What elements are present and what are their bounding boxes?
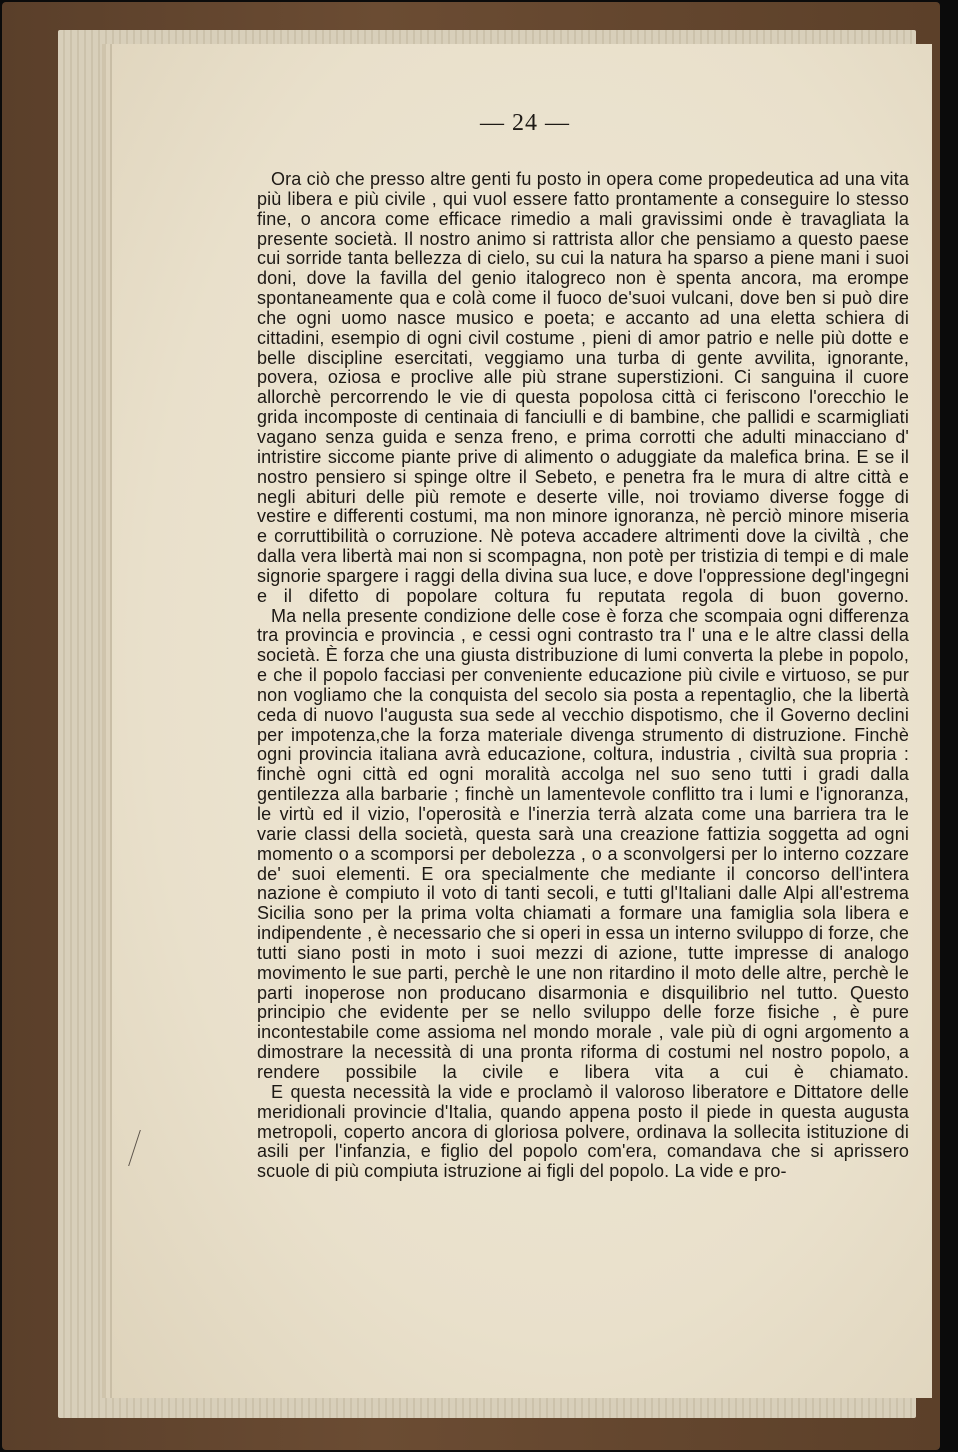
paragraph: Ma nella presente condizione delle cose è forza che scompaia ogni differenza tra provincia e provincia , e cessi ogni contrasto tra l' una e le altre classi della società. È forza che una giusta distribuzione di lumi converta la plebe in popolo, e che il popolo facciasi per conveniente educazione più civile e virtuoso, se pur non vogliamo che la conquista del secolo sia posta a repentaglio, che la libertà ceda di nuovo l'augusta sua sede al vecchio dispotismo, che il Governo declini per impotenza,che la forza materiale divenga strumento di distruzione. Finchè ogni provincia italiana avrà educazione, coltura, industria , civiltà sua propria : finchè ogni città ed ogni moralità accolga nel suo seno tutti i gradi dalla gentilezza alla barbarie ; finchè un lamentevole conflitto tra i lumi e l'ignoranza, le virtù ed il vizio, l'operosità e l'inerzia terrà alzata come una barriera tra le varie classi della società, questa sarà una creazione fattizia soggetta ad ogni momento o a scomporsi per debolezza , o a sconvolgersi per lo interno cozzare de' suoi elementi. E ora specialmente che mediante il concorso dell'intera nazione è compiuto il voto di tanti secoli, e tutti gl'Italiani dalle Alpi all'estrema Sicilia sono per la prima volta chiamati a formare una famiglia sola libera e indipendente , è necessario che si operi in essa un interno sviluppo di forze, che tutti siano posti in moto i suoi mezzi di azione, tutte impresse di analogo movimento le sue parti, perchè le une non ritardino il moto delle altre, perchè le parti inoperose non producano disarmonia e disquilibrio nel tutto. Questo principio che evidente per se nello sviluppo delle forze fisiche , è pure incontestabile come assioma nel mondo morale , vale più di ogni argomento a dimostrare la necessità di una pronta riforma di costumi nel nostro popolo, a rendere possibile la civile e libera vita a cui è chiamato.	[257, 605, 909, 1082]
paragraph: Ora ciò che presso altre genti fu posto in opera come propedeutica ad una vita più libera e più civile , qui vuol essere fatto prontamente a conseguire lo stesso fine, o ancora come efficace rimedio a mali gravissimi onde è travagliata la presente società. Il nostro animo si rattrista allor che pensiamo a questo paese cui sorride tanta bellezza di cielo, su cui la natura ha sparso a piene mani i suoi doni, dove la favilla del genio italogreco non è spenta ancora, ma erompe spontaneamente qua e colà come il fuoco de'suoi vulcani, dove ben si può dire che ogni uomo nasce musico e poeta; e accanto ad una eletta schiera di cittadini, esempio di ogni civil costume , pieni di amor patrio e nelle più dotte e belle discipline esercitati, veggiamo una turba di gente avvilita, ignorante, povera, oziosa e proclive alle più strane superstizioni. Ci sanguina il cuore allorchè percorrendo le vie di questa popolosa città ci feriscono l'orecchio le grida incomposte di centinaia di fanciulli e di bambine, che pallidi e scarmigliati vagano senza guida e senza freno, e prima corrotti che adulti minacciano d' intristire siccome piante prive di alimento o aduggiate da malefica brina. E se il nostro pensiero si spinge oltre il Sebeto, e penetra fra le mura di altre città e negli abituri delle più remote e deserte ville, noi troviamo diverse fogge di vestire e differenti costumi, ma non minore ignoranza, nè perciò minore miseria e corruttibilità o corruzione. Nè poteva accadere altrimenti dove la civiltà , che dalla vera libertà mai non si scompagna, non potè per tristizia di tempi e di male signorie spargere i raggi della divina sua luce, e dove l'oppressione degl'ingegni e il difetto di popolare coltura fu reputata regola di buon governo.	[257, 169, 909, 606]
page-number: — 24 —	[480, 110, 570, 136]
page-number-container	[140, 110, 910, 137]
body-text	[257, 170, 909, 1182]
paragraph: E questa necessità la vide e proclamò il valoroso liberatore e Dittatore delle meridionali provincie d'Italia, quando appena posto il piede in questa augusta metropoli, coperto ancora di gloriosa polvere, ordinava la sollecita istituzione di asili per l'infanzia, e figlio del popolo com'era, comandava che si aprissero scuole di più compiuta istruzione ai figli del popolo. La vide e pro-	[257, 1081, 909, 1182]
